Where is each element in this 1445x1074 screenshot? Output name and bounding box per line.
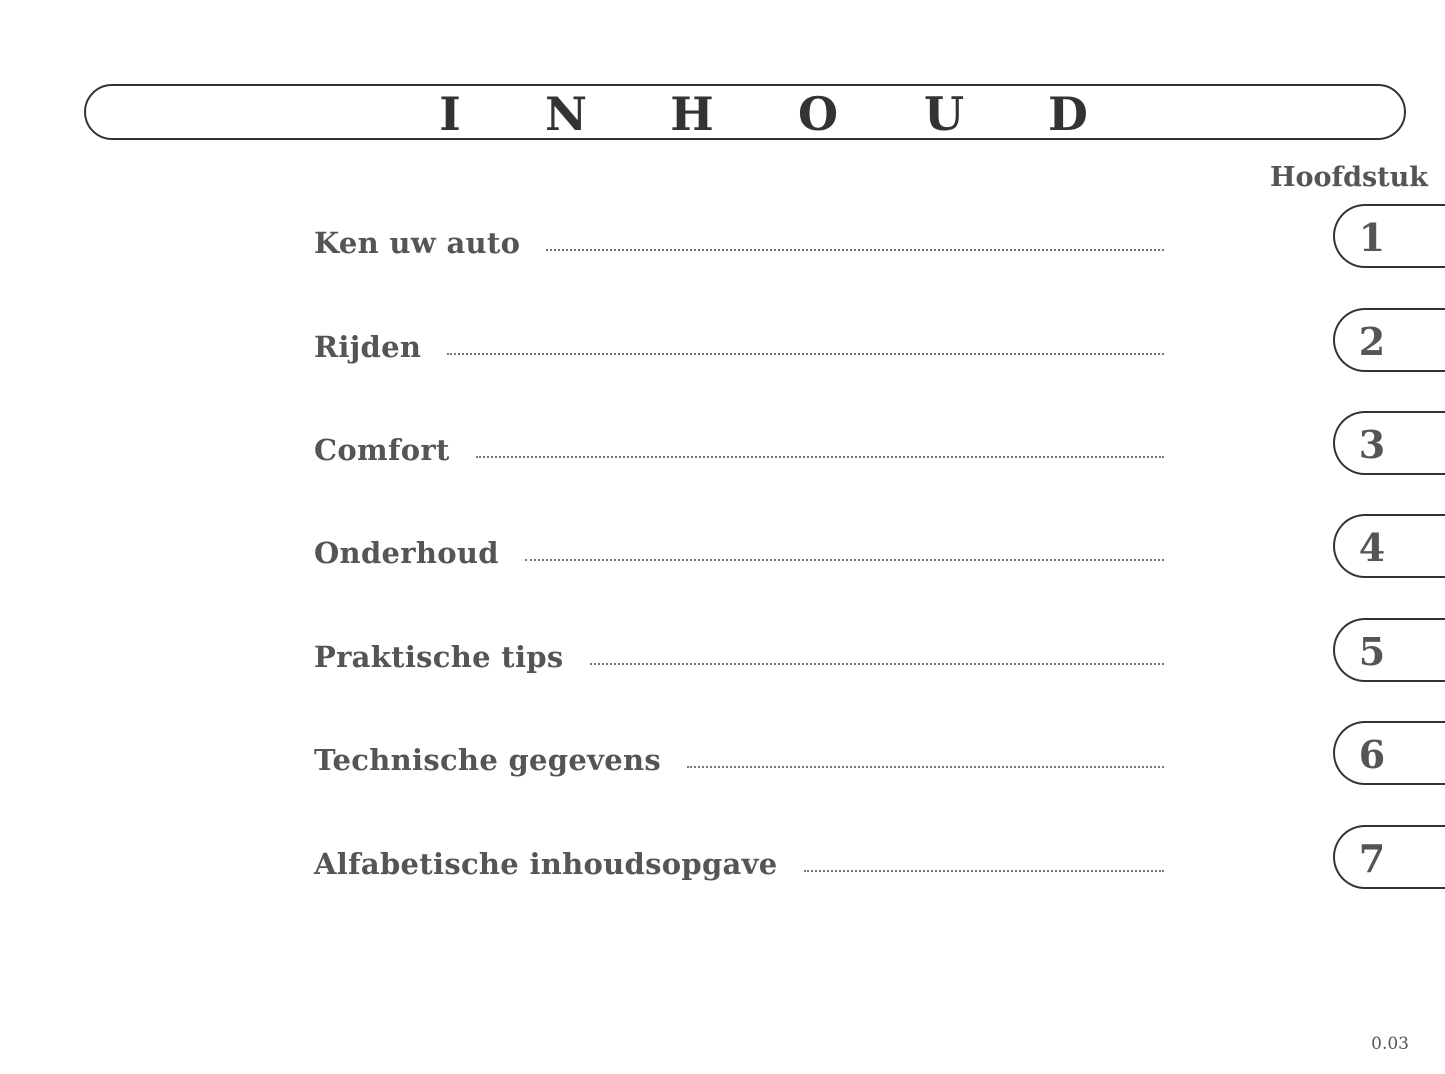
- chapter-tab-number: 6: [1358, 732, 1386, 777]
- chapter-tab-number: 4: [1358, 525, 1386, 570]
- title-letter: D: [1048, 87, 1088, 141]
- title-letter: H: [670, 87, 714, 141]
- chapter-tab-2[interactable]: [1333, 308, 1445, 372]
- chapter-tab-number: 5: [1358, 629, 1386, 674]
- chapter-tab-number: 2: [1358, 319, 1386, 364]
- chapter-tab-number: 1: [1358, 215, 1386, 260]
- chapter-tab-number: 3: [1358, 422, 1386, 467]
- page-number: 0.03: [1371, 1034, 1409, 1054]
- toc-entry-label: Technische gegevens: [314, 743, 662, 777]
- title-letter: I: [439, 87, 461, 141]
- title-banner: [84, 84, 1406, 140]
- toc-entry-label: Ken uw auto: [314, 226, 521, 260]
- toc-entry-praktische-tips[interactable]: [314, 640, 1164, 684]
- dot-leader: [447, 353, 1164, 355]
- chapter-tab-3[interactable]: [1333, 411, 1445, 475]
- toc-entry-label: Onderhoud: [314, 536, 499, 570]
- chapter-tab-6[interactable]: [1333, 721, 1445, 785]
- toc-entry-label: Praktische tips: [314, 640, 564, 674]
- dot-leader: [546, 249, 1164, 251]
- toc-entry-comfort[interactable]: [314, 433, 1164, 477]
- chapter-tab-7[interactable]: [1333, 825, 1445, 889]
- title-letter: U: [923, 87, 965, 141]
- chapter-tab-number: 7: [1358, 836, 1386, 881]
- dot-leader: [590, 663, 1164, 665]
- chapter-heading: Hoofdstuk: [1269, 162, 1428, 193]
- title-letter: O: [797, 87, 839, 141]
- chapter-tab-5[interactable]: [1333, 618, 1445, 682]
- chapter-tab-1[interactable]: [1333, 204, 1445, 268]
- toc-entry-label: Comfort: [314, 433, 450, 467]
- toc-entry-rijden[interactable]: [314, 330, 1164, 374]
- title-letter: N: [544, 87, 588, 141]
- dot-leader: [804, 870, 1164, 872]
- dot-leader: [476, 456, 1164, 458]
- title-letters: [86, 86, 1404, 141]
- dot-leader: [687, 766, 1164, 768]
- toc-entry-label: Rijden: [314, 330, 422, 364]
- toc-entry-onderhoud[interactable]: [314, 536, 1164, 580]
- toc-entry-technische-gegevens[interactable]: [314, 743, 1164, 787]
- toc-entry-alfabetische-inhoudsopgave[interactable]: [314, 847, 1164, 891]
- toc-entry-label: Alfabetische inhoudsopgave: [314, 847, 778, 881]
- chapter-tab-4[interactable]: [1333, 514, 1445, 578]
- dot-leader: [525, 559, 1164, 561]
- toc-entry-ken-uw-auto[interactable]: [314, 226, 1164, 270]
